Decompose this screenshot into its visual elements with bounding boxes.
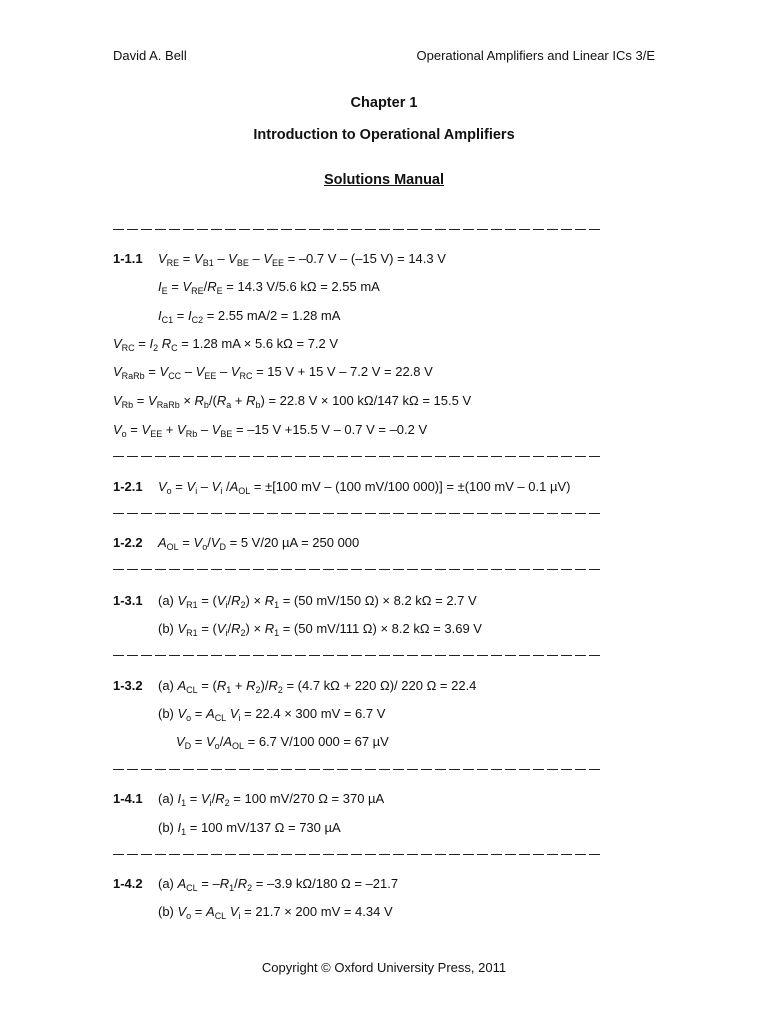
- solution-line: (b) $I_1 = 100$ mV/137 Ω = 730 µA: [158, 820, 341, 837]
- problem-number: 1-2.2: [113, 535, 143, 550]
- divider: [113, 569, 603, 570]
- solution-line: $V_{RC} = I_2$ $R_C = 1.28$ mA × 5.6 kΩ = 7.2 V: [113, 336, 339, 353]
- solution-line: $V_{Rb} = V_{RaRb} \times R_b/(R_a + R_b) = 22.8$ V × 100 kΩ/147 kΩ = 15.5 V: [113, 393, 472, 410]
- solution-line: $I_E = V_{RE}/R_E = 14.3$ V/5.6 kΩ = 2.55 mA: [158, 279, 380, 296]
- problem-number: 1-2.1: [113, 479, 143, 494]
- chapter-subject: Introduction to Operational Amplifiers: [253, 127, 515, 143]
- solution-line: 1-2.1 $V_o = V_i - V_i$ $/A_{OL} = \pm[100$ mV – (100 mV/100 000)] = ±(100 mV – 0.1 µV): [113, 479, 571, 496]
- divider: [113, 229, 603, 230]
- problem-number: 1-4.2: [113, 876, 143, 891]
- solution-line: $V_o = V_{EE} + V_{Rb} - V_{BE} = -15$ V +15.5 V – 0.7 V = –0.2 V: [113, 422, 428, 439]
- divider: [113, 769, 603, 770]
- copyright-footer: Copyright © Oxford University Press, 2011: [261, 960, 507, 975]
- solution-line: 1-4.1 (a) $I_1 = V_i/R_2 = 100$ mV/270 Ω = 370 µA: [113, 791, 385, 808]
- solution-line: $I_{C1} = I_{C2} = 2.55$ mA/2 = 1.28 mA: [158, 308, 341, 325]
- solution-line: (b) $V_o = A_{CL}$ $V_i = 21.7 \times 200$ mV = 4.34 V: [158, 904, 393, 921]
- chapter-title: Chapter 1: [350, 95, 418, 111]
- solution-line: $V_{RaRb} = V_{CC} - V_{EE} - V_{RC} = 15$ V + 15 V – 7.2 V = 22.8 V: [113, 364, 433, 381]
- solution-line: (b) $V_{R1} = (V_i/R_2) \times R_1 = (50$ mV/111 Ω) × 8.2 kΩ = 3.69 V: [158, 621, 482, 638]
- solution-line: $V_D = V_o/A_{OL} = 6.7$ V/100 000 = 67 µV: [176, 734, 389, 751]
- problem-number: 1-3.1: [113, 593, 143, 608]
- divider: [113, 513, 603, 514]
- problem-number: 1-1.1: [113, 251, 143, 266]
- header-author: David A. Bell: [113, 48, 187, 63]
- divider: [113, 655, 603, 656]
- solution-line: 1-3.1 (a) $V_{R1} = (V_i/R_2) \times R_1 = (50$ mV/150 Ω) × 8.2 kΩ = 2.7 V: [113, 593, 477, 610]
- solution-line: (b) $V_o = A_{CL}$ $V_i = 22.4 \times 300$ mV = 6.7 V: [158, 706, 386, 723]
- header-book-title: Operational Amplifiers and Linear ICs 3/E: [416, 48, 655, 63]
- solution-line: 1-1.1 $V_{RE} = V_{B1} - V_{BE} - V_{EE} = -0.7$ V – (–15 V) = 14.3 V: [113, 251, 446, 268]
- divider: [113, 854, 603, 855]
- problem-number: 1-4.1: [113, 791, 143, 806]
- divider: [113, 456, 603, 457]
- solution-line: 1-3.2 (a) $A_{CL} = (R_1 + R_2)/R_2 = (4.7$ kΩ + 220 Ω)/ 220 Ω = 22.4: [113, 678, 477, 695]
- solution-line: 1-2.2 $A_{OL} = V_o/V_D = 5$ V/20 µA = 250 000: [113, 535, 360, 552]
- solution-line: 1-4.2 (a) $A_{CL} = -R_1/R_2 = -3.9$ kΩ/180 Ω = –21.7: [113, 876, 399, 893]
- problem-number: 1-3.2: [113, 678, 143, 693]
- solutions-manual-heading: Solutions Manual: [323, 172, 445, 188]
